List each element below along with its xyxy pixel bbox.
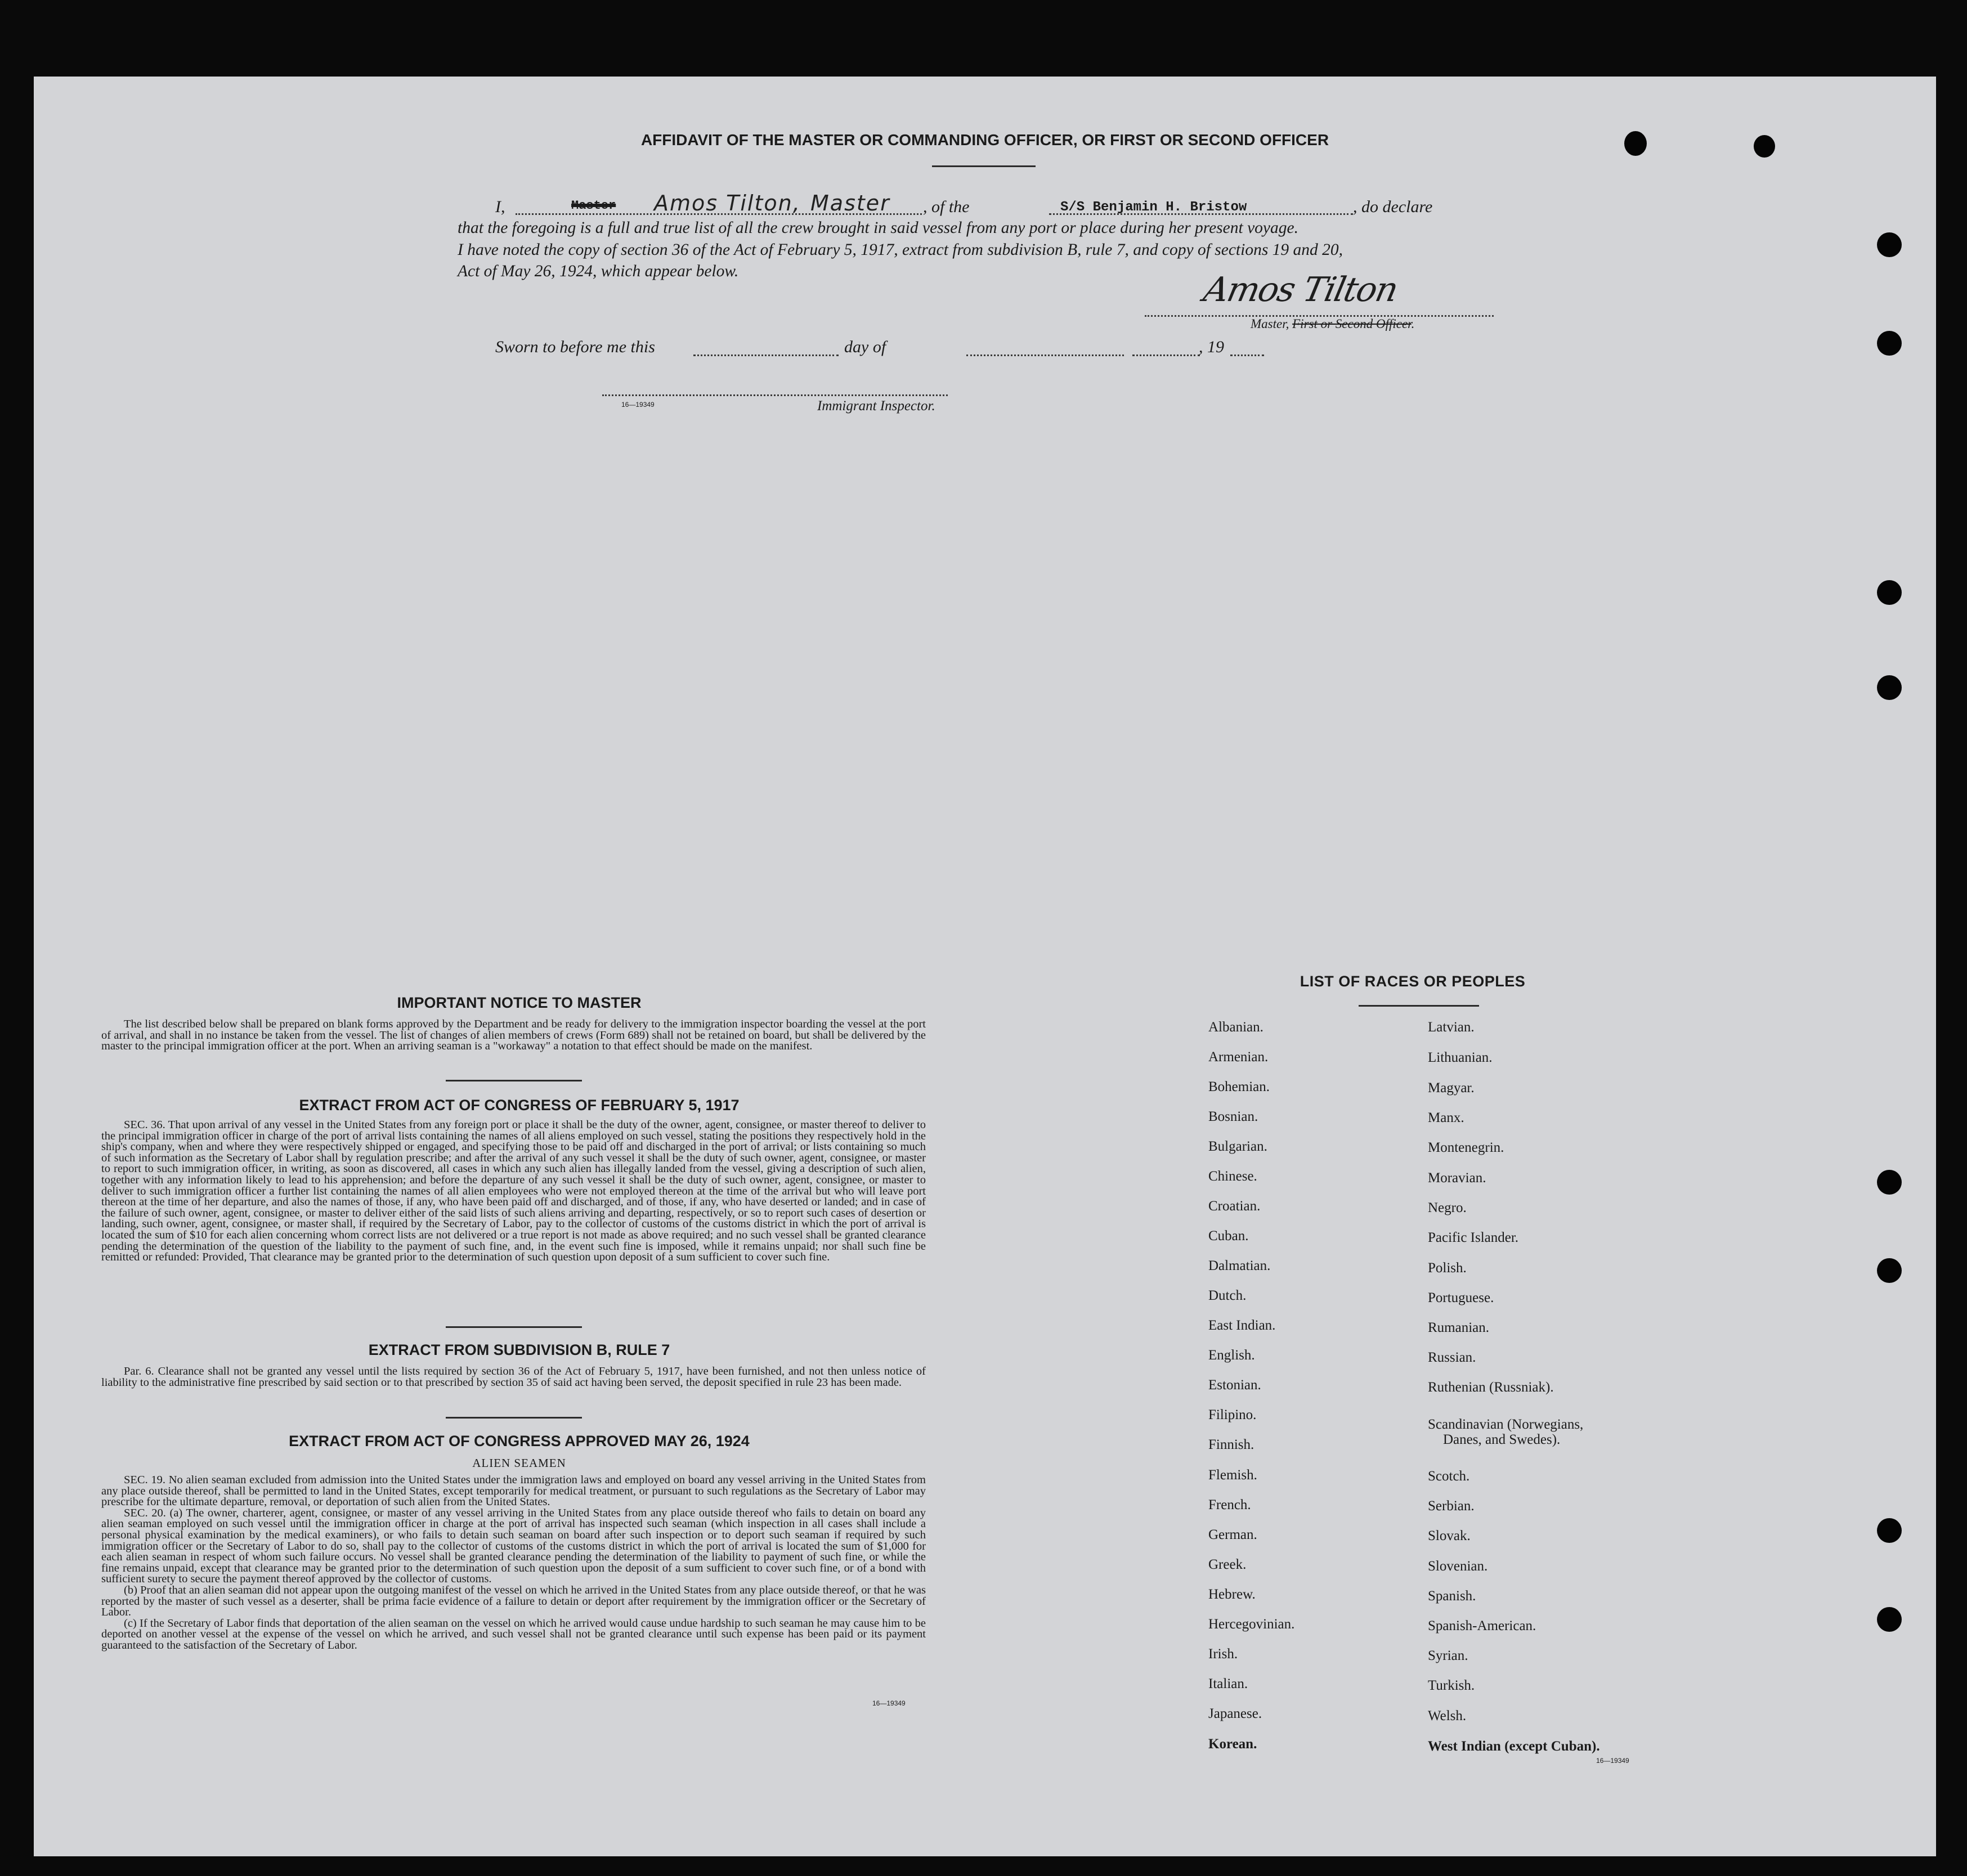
race-item: Syrian. — [1428, 1648, 1468, 1663]
race-item: Flemish. — [1208, 1467, 1257, 1483]
extract-1924-title: EXTRACT FROM ACT OF CONGRESS APPROVED MAY 26, 1924 — [289, 1433, 750, 1449]
sworn-month-line — [966, 354, 1124, 356]
notice-body: The list described below shall be prepared on blank forms approved by the Department and be ready for delivery to the immigration inspector boarding the vessel at the port of arrival, and shall in no instance be taken from the vessel. The list of changes of alien members of crews (Form 689) shall not be retained on board, but shall be delivered by the master to the principal immigration officer at the port. When an arriving seaman is a "workaway" a notation to that effect should be made on the manifest. — [101, 1018, 926, 1053]
race-item: Scandinavian (Norwegians, — [1428, 1417, 1584, 1432]
extract-1917-body: SEC. 36. That upon arrival of any vessel in the United States from any foreign port or place it shall be the duty of the owner, agent, consignee, or master thereof to deliver to the principal immigration officer in charge of the port of arrival lists containing the names of all aliens employed on such vessel, stating the positions they respectively hold in the ship's company, when and where they were respectively shipped or engaged, and specifying those to be paid off and discharged in the port of arrival; or lists containing so much of such information as the Secretary of Labor shall by regulation prescribe; and after the arrival of any such vessel it shall be the duty of such owner, agent, consignee, or master to report to such immigration officer, in writing, as soon as discovered, all cases in which any such alien has illegally landed from the vessel, giving a description of such alien, together with any information likely to lead to his apprehension; and before the departure of any such vessel it shall be the duty of such owner, agent, consignee, or master to deliver to such immigration officer a further list containing the names of all alien employees who were not employed thereon at the time of the arrival but who will leave port thereon at the time of her departure, and also the names of those, if any, who have been paid off and discharged, and of those, if any, who have deserted or landed; and in case of the failure of such owner, agent, consignee, or master to deliver either of the said lists of such aliens arriving and departing, respectively, or so to report such cases of desertion or landing, such owner, agent, consignee, or master shall, if required by the Secretary of Labor, pay to the collector of customs of the customs district in which the port of arrival is located the sum of $10 for each alien concerning whom correct lists are not delivered or a true report is not made as above required; and no such vessel shall be granted clearance pending the determination of the question of the liability to the payment of such fine, and, in the event such fine is imposed, while it remains unpaid; nor shall such fine be remitted or refunded: Provided, That clearance may be granted prior to the determination of such question upon deposit of a sum sufficient to cover such fine. — [101, 1119, 926, 1264]
inspector-signature-line — [602, 394, 948, 396]
extract-1924-subtitle: ALIEN SEAMEN — [472, 1456, 566, 1470]
title-rule — [932, 165, 1036, 167]
year-prefix: , 19 — [1199, 338, 1224, 356]
sworn-row — [495, 338, 1283, 360]
race-item: Bulgarian. — [1208, 1139, 1267, 1154]
punch-hole — [1877, 1607, 1902, 1632]
race-item: French. — [1208, 1497, 1251, 1513]
race-item: Negro. — [1428, 1200, 1467, 1215]
signer-title: Master, — [1251, 317, 1289, 331]
race-item: Moravian. — [1428, 1170, 1486, 1186]
race-item: Chinese. — [1208, 1169, 1257, 1184]
sec20b-text: (b) Proof that an alien seaman did not appear upon the outgoing manifest of the vessel on which he arrived in the United States from any place outside thereof, or that he was reported by the master of such vessel as a deserter, shall be prima facie evidence of a failure to detain or deport after requirement by the immigration officer or the Secretary of Labor. — [101, 1583, 926, 1619]
punch-hole — [1624, 131, 1647, 156]
punch-hole — [1877, 232, 1902, 257]
race-item: Irish. — [1208, 1646, 1238, 1662]
sec19-text: SEC. 19. No alien seaman excluded from admission into the United States under the immigration laws and employed on board any vessel arriving in the United States from any place outside thereof, shall be permitted to land in the United States, except temporarily for medical treatment, or pursuant to such regulations as the Secretary of Labor may prescribe for the ultimate departure, removal, or deportation of such alien from the United States. — [101, 1474, 926, 1509]
race-item: Turkish. — [1428, 1678, 1475, 1693]
notice-rule — [446, 1080, 582, 1081]
struck-title: Master — [571, 199, 616, 213]
extract-1917-title: EXTRACT FROM ACT OF CONGRESS OF FEBRUARY 5, 1917 — [299, 1097, 740, 1114]
sworn-month-line-2 — [1132, 354, 1200, 356]
extract-1924-body — [101, 1475, 926, 1651]
form-number-top: 16—19349 — [621, 401, 655, 409]
race-item: Welsh. — [1428, 1708, 1467, 1724]
race-item: Latvian. — [1428, 1020, 1475, 1035]
punch-hole — [1877, 1170, 1902, 1195]
race-item: Dutch. — [1208, 1288, 1247, 1303]
race-item: Armenian. — [1208, 1049, 1269, 1065]
rule7-rule — [446, 1417, 582, 1419]
race-item: Russian. — [1428, 1350, 1476, 1365]
rule7-title: EXTRACT FROM SUBDIVISION B, RULE 7 — [368, 1341, 670, 1358]
race-item: Hebrew. — [1208, 1587, 1256, 1602]
race-item: Finnish. — [1208, 1437, 1254, 1452]
race-item: Cuban. — [1208, 1228, 1249, 1244]
race-item: Lithuanian. — [1428, 1050, 1493, 1065]
race-item: Filipino. — [1208, 1407, 1257, 1422]
punch-hole — [1877, 1258, 1902, 1283]
punch-hole — [1877, 580, 1902, 605]
race-item: Spanish-American. — [1428, 1618, 1536, 1633]
vessel-name: S/S Benjamin H. Bristow — [1060, 200, 1247, 215]
extract-1917-rule — [446, 1326, 582, 1328]
affidavit-line2: that the foregoing is a full and true list of all the crew brought in said vessel from any port or place during her present voyage. — [458, 219, 1298, 237]
race-item: Scotch. — [1428, 1469, 1470, 1484]
master-rank: Master — [810, 191, 890, 216]
form-number-right: 16—19349 — [1596, 1757, 1629, 1765]
race-item: Polish. — [1428, 1260, 1467, 1276]
races-title: LIST OF RACES OR PEOPLES — [1300, 973, 1526, 990]
race-item: Montenegrin. — [1428, 1140, 1504, 1155]
race-item: German. — [1208, 1527, 1257, 1542]
sworn-label: Sworn to before me this — [495, 338, 655, 356]
of-the-label: , of the — [923, 198, 970, 216]
race-item: Slovenian. — [1428, 1559, 1488, 1574]
race-item: Estonian. — [1208, 1377, 1261, 1393]
race-item: Croatian. — [1208, 1199, 1261, 1214]
do-declare-label: , do declare — [1353, 198, 1433, 216]
rule7-body: Par. 6. Clearance shall not be granted any vessel until the lists required by section 36 of the Act of February 5, 1917, have been furnished, and not then unless notice of liability to the administrative fine prescribed by said section or to that prescribed by section 35 of said act having been served, the deposit specified in rule 23 has been made. — [101, 1365, 926, 1389]
signer-title-row: Master, First or Second Officer. — [1251, 317, 1415, 331]
sworn-day-line — [693, 354, 839, 356]
race-item: West Indian (except Cuban). — [1428, 1739, 1600, 1754]
punch-hole — [1877, 1518, 1902, 1543]
race-item: Pacific Islander. — [1428, 1230, 1519, 1245]
race-item: Ruthenian (Russniak). — [1428, 1380, 1554, 1395]
race-item: Serbian. — [1428, 1498, 1475, 1514]
affidavit-line4: Act of May 26, 1924, which appear below. — [458, 262, 739, 280]
year-line — [1230, 354, 1264, 356]
race-item: Portuguese. — [1428, 1290, 1494, 1305]
punch-hole — [1877, 675, 1902, 700]
race-item: Italian. — [1208, 1676, 1248, 1691]
sec20a-text: SEC. 20. (a) The owner, charterer, agent, consignee, or master of any vessel arriving in the United States from any place outside thereof who fails to detain on board any alien seaman employed on such vessel until the immigration officer in charge at the port of arrival has inspected such seaman (which inspection in all cases shall include a personal physical examination by the medical examiners), or who fails to detain such seaman on board after such inspection or to deport such seaman if required by such immigration officer or the Secretary of Labor to do so, shall pay to the collector of customs of the customs district in which the port of arrival is located the sum of $1,000 for each alien seaman in respect of whom such failure occurs. No vessel shall be granted clearance pending the determination of the liability to payment of such fine, or while the fine remains unpaid, except that clearance may be granted prior to the determination of such question upon the deposit of a sum sufficient to cover such fine, or of a bond with sufficient surety to secure the payment thereof approved by the collector of customs. — [101, 1506, 926, 1586]
race-item: Bohemian. — [1208, 1079, 1270, 1094]
sec20c-text: (c) If the Secretary of Labor finds that deportation of the alien seaman on the vessel on which he arrived would cause undue hardship to such seaman he may cause him to be deported on another vessel at the expense of the vessel on which he arrived, and such vessel shall not be granted clearance until such expense has been paid or its payment guaranteed to the satisfaction of the Secretary of Labor. — [101, 1617, 926, 1651]
affidavit-i: I, — [495, 198, 505, 216]
master-signature: Amos Tilton — [1200, 270, 1401, 309]
form-number-left: 16—19349 — [872, 1699, 906, 1707]
race-item: East Indian. — [1208, 1318, 1276, 1333]
master-name: Amos Tilton, — [654, 191, 801, 216]
race-item: English. — [1208, 1348, 1255, 1363]
affidavit-line1 — [495, 191, 1520, 220]
race-item: Albanian. — [1208, 1020, 1263, 1035]
races-rule — [1359, 1005, 1479, 1007]
race-item: Spanish. — [1428, 1588, 1476, 1604]
race-item: Manx. — [1428, 1110, 1464, 1125]
race-item: Rumanian. — [1428, 1320, 1490, 1335]
race-item: Slovak. — [1428, 1528, 1471, 1543]
punch-hole — [1754, 135, 1775, 158]
day-of-label: day of — [844, 338, 886, 356]
race-item: Hercegovinian. — [1208, 1617, 1295, 1632]
race-item: Greek. — [1208, 1557, 1247, 1572]
race-item: Korean. — [1208, 1736, 1257, 1752]
race-item: Magyar. — [1428, 1080, 1475, 1096]
race-item: Bosnian. — [1208, 1109, 1258, 1124]
inspector-label: Immigrant Inspector. — [817, 398, 935, 414]
affidavit-title: AFFIDAVIT OF THE MASTER OR COMMANDING OFFICER, OR FIRST OR SECOND OFFICER — [640, 131, 1329, 149]
race-item: Dalmatian. — [1208, 1258, 1271, 1273]
affidavit-line3: I have noted the copy of section 36 of the Act of February 5, 1917, extract from subdivision B, rule 7, and copy of sections 19 and 20, — [458, 241, 1343, 259]
signer-struck: First or Second Officer — [1292, 317, 1412, 331]
notice-title: IMPORTANT NOTICE TO MASTER — [397, 994, 642, 1011]
punch-hole — [1877, 331, 1902, 356]
race-item: Danes, and Swedes). — [1443, 1432, 1561, 1447]
race-item: Japanese. — [1208, 1706, 1262, 1721]
